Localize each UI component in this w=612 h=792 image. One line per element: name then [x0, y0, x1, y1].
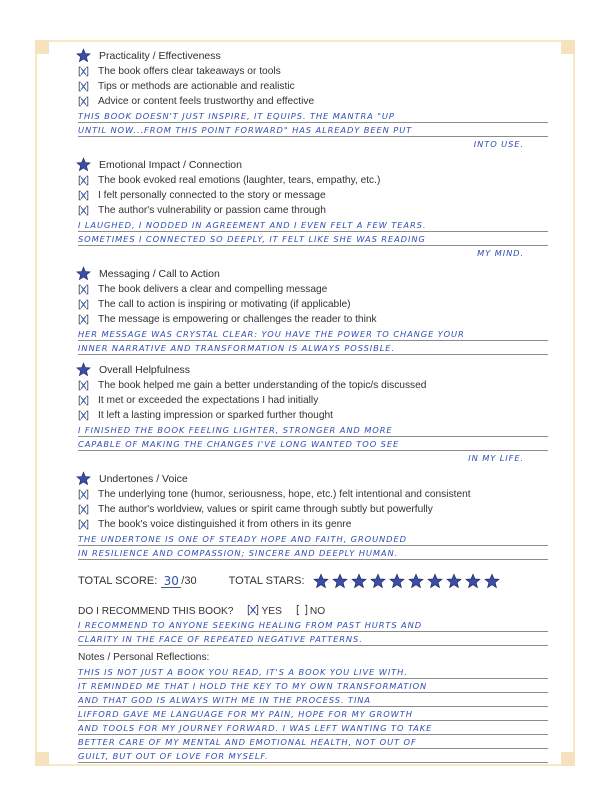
criterion-item[interactable] — [78, 517, 548, 532]
star-icon — [76, 157, 91, 172]
criterion-item[interactable] — [78, 282, 548, 297]
no-label: NO — [309, 605, 326, 617]
star-icon — [76, 362, 91, 377]
section-comment[interactable] — [78, 109, 548, 150]
checkbox[interactable] — [78, 96, 89, 107]
total-score-value[interactable]: 30 — [161, 575, 181, 588]
section-title: Undertones / Voice — [99, 472, 188, 485]
criterion-item[interactable] — [78, 408, 548, 423]
checkbox[interactable] — [78, 395, 89, 406]
handwritten-line: THE UNDERTONE IS ONE OF STEADY HOPE AND FAITH, GROUNDED — [78, 532, 548, 546]
criterion-item[interactable] — [78, 79, 548, 94]
checkbox[interactable] — [78, 175, 89, 186]
handwritten-line: IN RESILIENCE AND COMPASSION; SINCERE AND DEEPLY HUMAN. — [78, 546, 548, 560]
handwritten-line: INTO USE. — [473, 139, 524, 149]
criterion-label: The book delivers a clear and compelling message — [98, 284, 328, 295]
criterion-label: The author's vulnerability or passion came through — [98, 205, 326, 216]
review-form — [78, 47, 548, 763]
criterion-label: Advice or content feels trustworthy and effective — [98, 96, 315, 107]
no-box-icon[interactable] — [296, 604, 308, 616]
criterion-label: The book helped me gain a better understanding of the topic/s discussed — [98, 380, 427, 391]
criterion-item[interactable] — [78, 378, 548, 393]
frame-corner — [35, 40, 49, 54]
section-title: Emotional Impact / Connection — [99, 158, 242, 171]
rating-star-icon — [370, 573, 386, 589]
total-score-max: /30 — [181, 575, 197, 587]
recommend-no-option[interactable] — [296, 604, 325, 619]
criterion-item[interactable] — [78, 487, 548, 502]
criterion-item[interactable] — [78, 188, 548, 203]
checkbox[interactable] — [78, 190, 89, 201]
section-header — [78, 156, 548, 173]
handwritten-line: CAPABLE OF MAKING THE CHANGES I'VE LONG WANTED TOO SEE — [78, 437, 548, 451]
recommend-row — [78, 604, 548, 618]
criterion-label: The message is empowering or challenges the reader to think — [98, 314, 377, 325]
star-rating[interactable] — [313, 573, 500, 589]
criteria-section — [78, 47, 548, 150]
rating-star-icon — [408, 573, 424, 589]
checkbox[interactable] — [78, 314, 89, 325]
checkbox[interactable] — [78, 410, 89, 421]
criterion-item[interactable] — [78, 393, 548, 408]
frame-corner — [35, 752, 49, 766]
criterion-label: The underlying tone (humor, seriousness, hope, etc.) felt intentional and consistent — [98, 489, 471, 500]
criterion-item[interactable] — [78, 312, 548, 327]
criteria-section — [78, 156, 548, 259]
rating-star-icon — [446, 573, 462, 589]
checkbox[interactable] — [78, 66, 89, 77]
total-stars-label: TOTAL STARS: — [228, 575, 305, 587]
handwritten-line: SOMETIMES I CONNECTED SO DEEPLY, IT FELT LIKE SHE WAS READING — [78, 232, 548, 246]
yes-box-icon[interactable] — [247, 604, 259, 616]
star-icon — [76, 48, 91, 63]
notes-label: Notes / Personal Reflections: — [78, 652, 210, 663]
criterion-item[interactable] — [78, 94, 548, 109]
checkbox[interactable] — [78, 504, 89, 515]
notes-field[interactable] — [78, 665, 548, 763]
frame-corner — [561, 752, 575, 766]
rating-star-icon — [465, 573, 481, 589]
criterion-label: Tips or methods are actionable and realistic — [98, 81, 295, 92]
frame-corner — [561, 40, 575, 54]
criteria-section — [78, 361, 548, 464]
handwritten-line: I FINISHED THE BOOK FEELING LIGHTER, STRONGER AND MORE — [78, 423, 548, 437]
handwritten-line: INNER NARRATIVE AND TRANSFORMATION IS ALWAYS POSSIBLE. — [78, 341, 548, 355]
rating-star-icon — [351, 573, 367, 589]
recommend-question: DO I RECOMMEND THIS BOOK? — [78, 605, 234, 617]
rating-star-icon — [427, 573, 443, 589]
handwritten-line: LIFFORD GAVE ME LANGUAGE FOR MY PAIN, HOPE FOR MY GROWTH — [78, 707, 548, 721]
section-title: Practicality / Effectiveness — [99, 49, 221, 62]
handwritten-line: THIS IS NOT JUST A BOOK YOU READ, IT'S A BOOK YOU LIVE WITH. — [78, 665, 548, 679]
total-score-label: TOTAL SCORE: — [78, 575, 158, 587]
handwritten-line: I LAUGHED, I NODDED IN AGREEMENT AND I EVEN FELT A FEW TEARS. — [78, 218, 548, 232]
handwritten-line: HER MESSAGE WAS CRYSTAL CLEAR: YOU HAVE THE POWER TO CHANGE YOUR — [78, 327, 548, 341]
yes-checkbox[interactable] — [247, 604, 261, 619]
handwritten-line: BETTER CARE OF MY MENTAL AND EMOTIONAL HEALTH, NOT OUT OF — [78, 735, 548, 749]
rating-star-icon — [332, 573, 348, 589]
star-icon — [76, 471, 91, 486]
handwritten-line: AND TOOLS FOR MY JOURNEY FORWARD. I WAS LEFT WANTING TO TAKE — [78, 721, 548, 735]
checkbox[interactable] — [78, 380, 89, 391]
section-comment[interactable] — [78, 327, 548, 355]
criterion-item[interactable] — [78, 64, 548, 79]
handwritten-line: IT REMINDED ME THAT I HOLD THE KEY TO MY OWN TRANSFORMATION — [78, 679, 548, 693]
recommend-comment[interactable] — [78, 618, 548, 646]
handwritten-line: THIS BOOK DOESN'T JUST INSPIRE, IT EQUIPS. THE MANTRA "UP — [78, 109, 548, 123]
recommend-yes-option[interactable] — [247, 604, 281, 619]
handwritten-line: GUILT, BUT OUT OF LOVE FOR MYSELF. — [78, 749, 548, 763]
criterion-label: I felt personally connected to the story or message — [98, 190, 326, 201]
checkbox[interactable] — [78, 489, 89, 500]
section-title: Messaging / Call to Action — [99, 267, 220, 280]
section-header — [78, 265, 548, 282]
checkbox[interactable] — [78, 299, 89, 310]
checkbox[interactable] — [78, 284, 89, 295]
rating-star-icon — [313, 573, 329, 589]
handwritten-line: IN MY LIFE. — [468, 453, 524, 463]
section-header — [78, 361, 548, 378]
checkbox[interactable] — [78, 81, 89, 92]
criterion-item[interactable] — [78, 502, 548, 517]
rating-star-icon — [484, 573, 500, 589]
criterion-item[interactable] — [78, 203, 548, 218]
checkbox[interactable] — [78, 519, 89, 530]
handwritten-line: I RECOMMEND TO ANYONE SEEKING HEALING FROM PAST HURTS AND — [78, 618, 548, 632]
handwritten-line: MY MIND. — [477, 248, 524, 258]
criterion-label: The book offers clear takeaways or tools — [98, 66, 281, 77]
handwritten-line: CLARITY IN THE FACE OF REPEATED NEGATIVE PATTERNS. — [78, 632, 548, 646]
section-title: Overall Helpfulness — [99, 363, 191, 376]
totals-row — [78, 570, 548, 592]
criteria-section — [78, 265, 548, 355]
section-header — [78, 470, 548, 487]
criterion-label: The book's voice distinguished it from others in its genre — [98, 519, 352, 530]
criterion-label: It met or exceeded the expectations I had initially — [98, 395, 319, 406]
criterion-label: The call to action is inspiring or motivating (if applicable) — [98, 299, 351, 310]
section-header — [78, 47, 548, 64]
criterion-label: It left a lasting impression or sparked further thought — [98, 410, 333, 421]
criteria-sections — [78, 47, 548, 560]
star-icon — [76, 266, 91, 281]
rating-star-icon — [389, 573, 405, 589]
yes-label: YES — [261, 605, 282, 617]
checkbox[interactable] — [78, 205, 89, 216]
handwritten-line: AND THAT GOD IS ALWAYS WITH ME IN THE PROCESS. TINA — [78, 693, 548, 707]
criterion-label: The author's worldview, values or spirit came through subtly but powerfully — [98, 504, 433, 515]
section-comment[interactable] — [78, 423, 548, 464]
section-comment[interactable] — [78, 532, 548, 560]
handwritten-line: UNTIL NOW...FROM THIS POINT FORWARD" HAS ALREADY BEEN PUT — [78, 123, 548, 137]
criterion-item[interactable] — [78, 297, 548, 312]
criterion-label: The book evoked real emotions (laughter, tears, empathy, etc.) — [98, 175, 381, 186]
criterion-item[interactable] — [78, 173, 548, 188]
no-checkbox[interactable] — [296, 604, 310, 619]
section-comment[interactable] — [78, 218, 548, 259]
criteria-section — [78, 470, 548, 560]
